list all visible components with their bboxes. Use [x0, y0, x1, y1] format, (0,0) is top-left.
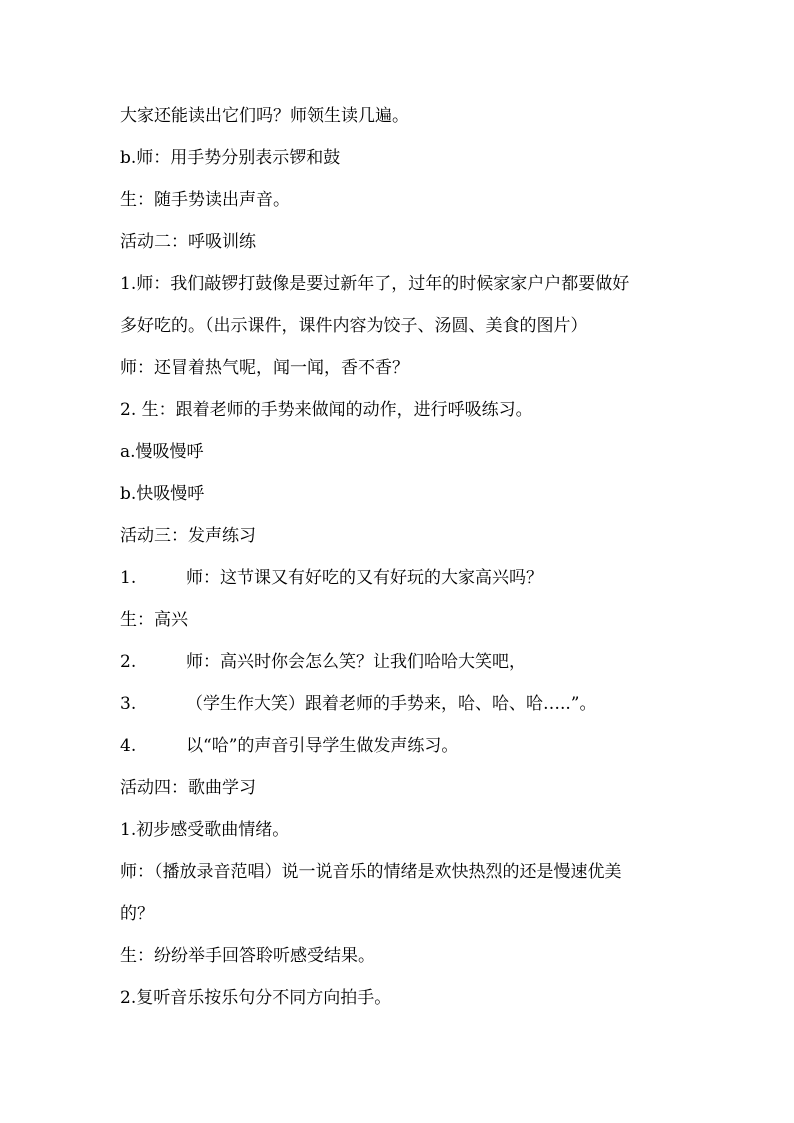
text-line: b.师：用手势分别表示锣和鼓	[120, 148, 341, 168]
text-line: 大家还能读出它们吗？师领生读几遍。	[120, 106, 409, 126]
item-number: 1.	[120, 568, 137, 588]
text-line: 1.师：我们敲锣打鼓像是要过新年了，过年的时候家家户户都要做好	[120, 274, 630, 294]
item-text: 师：高兴时你会怎么笑？让我们哈哈大笑吧，	[186, 652, 526, 672]
section-heading: 活动三：发声练习	[120, 526, 256, 546]
section-heading: 活动二：呼吸训练	[120, 232, 256, 252]
numbered-item	[120, 731, 700, 761]
text-line: 的？	[120, 904, 154, 924]
text-line: 生：纷纷举手回答聆听感受结果。	[120, 946, 375, 966]
item-text: （学生作大笑）跟着老师的手势来，哈、哈、哈…..”。	[186, 694, 597, 714]
text-line: 师：（播放录音范唱）说一说音乐的情绪是欢快热烈的还是慢速优美	[120, 862, 622, 882]
item-text: 以“哈”的声音引导学生做发声练习。	[186, 736, 459, 756]
text-line: 1.初步感受歌曲情绪。	[120, 820, 290, 840]
text-line: 生：高兴	[120, 610, 188, 630]
numbered-item	[120, 647, 700, 677]
text-line: a.慢吸慢呼	[120, 442, 204, 462]
text-line: 多好吃的。（出示课件，课件内容为饺子、汤圆、美食的图片）	[120, 316, 588, 336]
text-line: b.快吸慢呼	[120, 484, 205, 504]
item-number: 3.	[120, 694, 137, 714]
text-line: 师：还冒着热气呢，闻一闻，香不香？	[120, 358, 409, 378]
item-text: 师：这节课又有好吃的又有好玩的大家高兴吗？	[186, 568, 543, 588]
text-line: 生：随手势读出声音。	[120, 190, 290, 210]
section-heading: 活动四：歌曲学习	[120, 778, 256, 798]
numbered-item	[120, 563, 700, 593]
numbered-item	[120, 689, 700, 719]
text-line: 2.复听音乐按乐句分不同方向拍手。	[120, 988, 392, 1008]
item-number: 2.	[120, 652, 137, 672]
text-line: 2. 生：跟着老师的手势来做闻的动作，进行呼吸练习。	[120, 400, 533, 420]
item-number: 4.	[120, 736, 137, 756]
